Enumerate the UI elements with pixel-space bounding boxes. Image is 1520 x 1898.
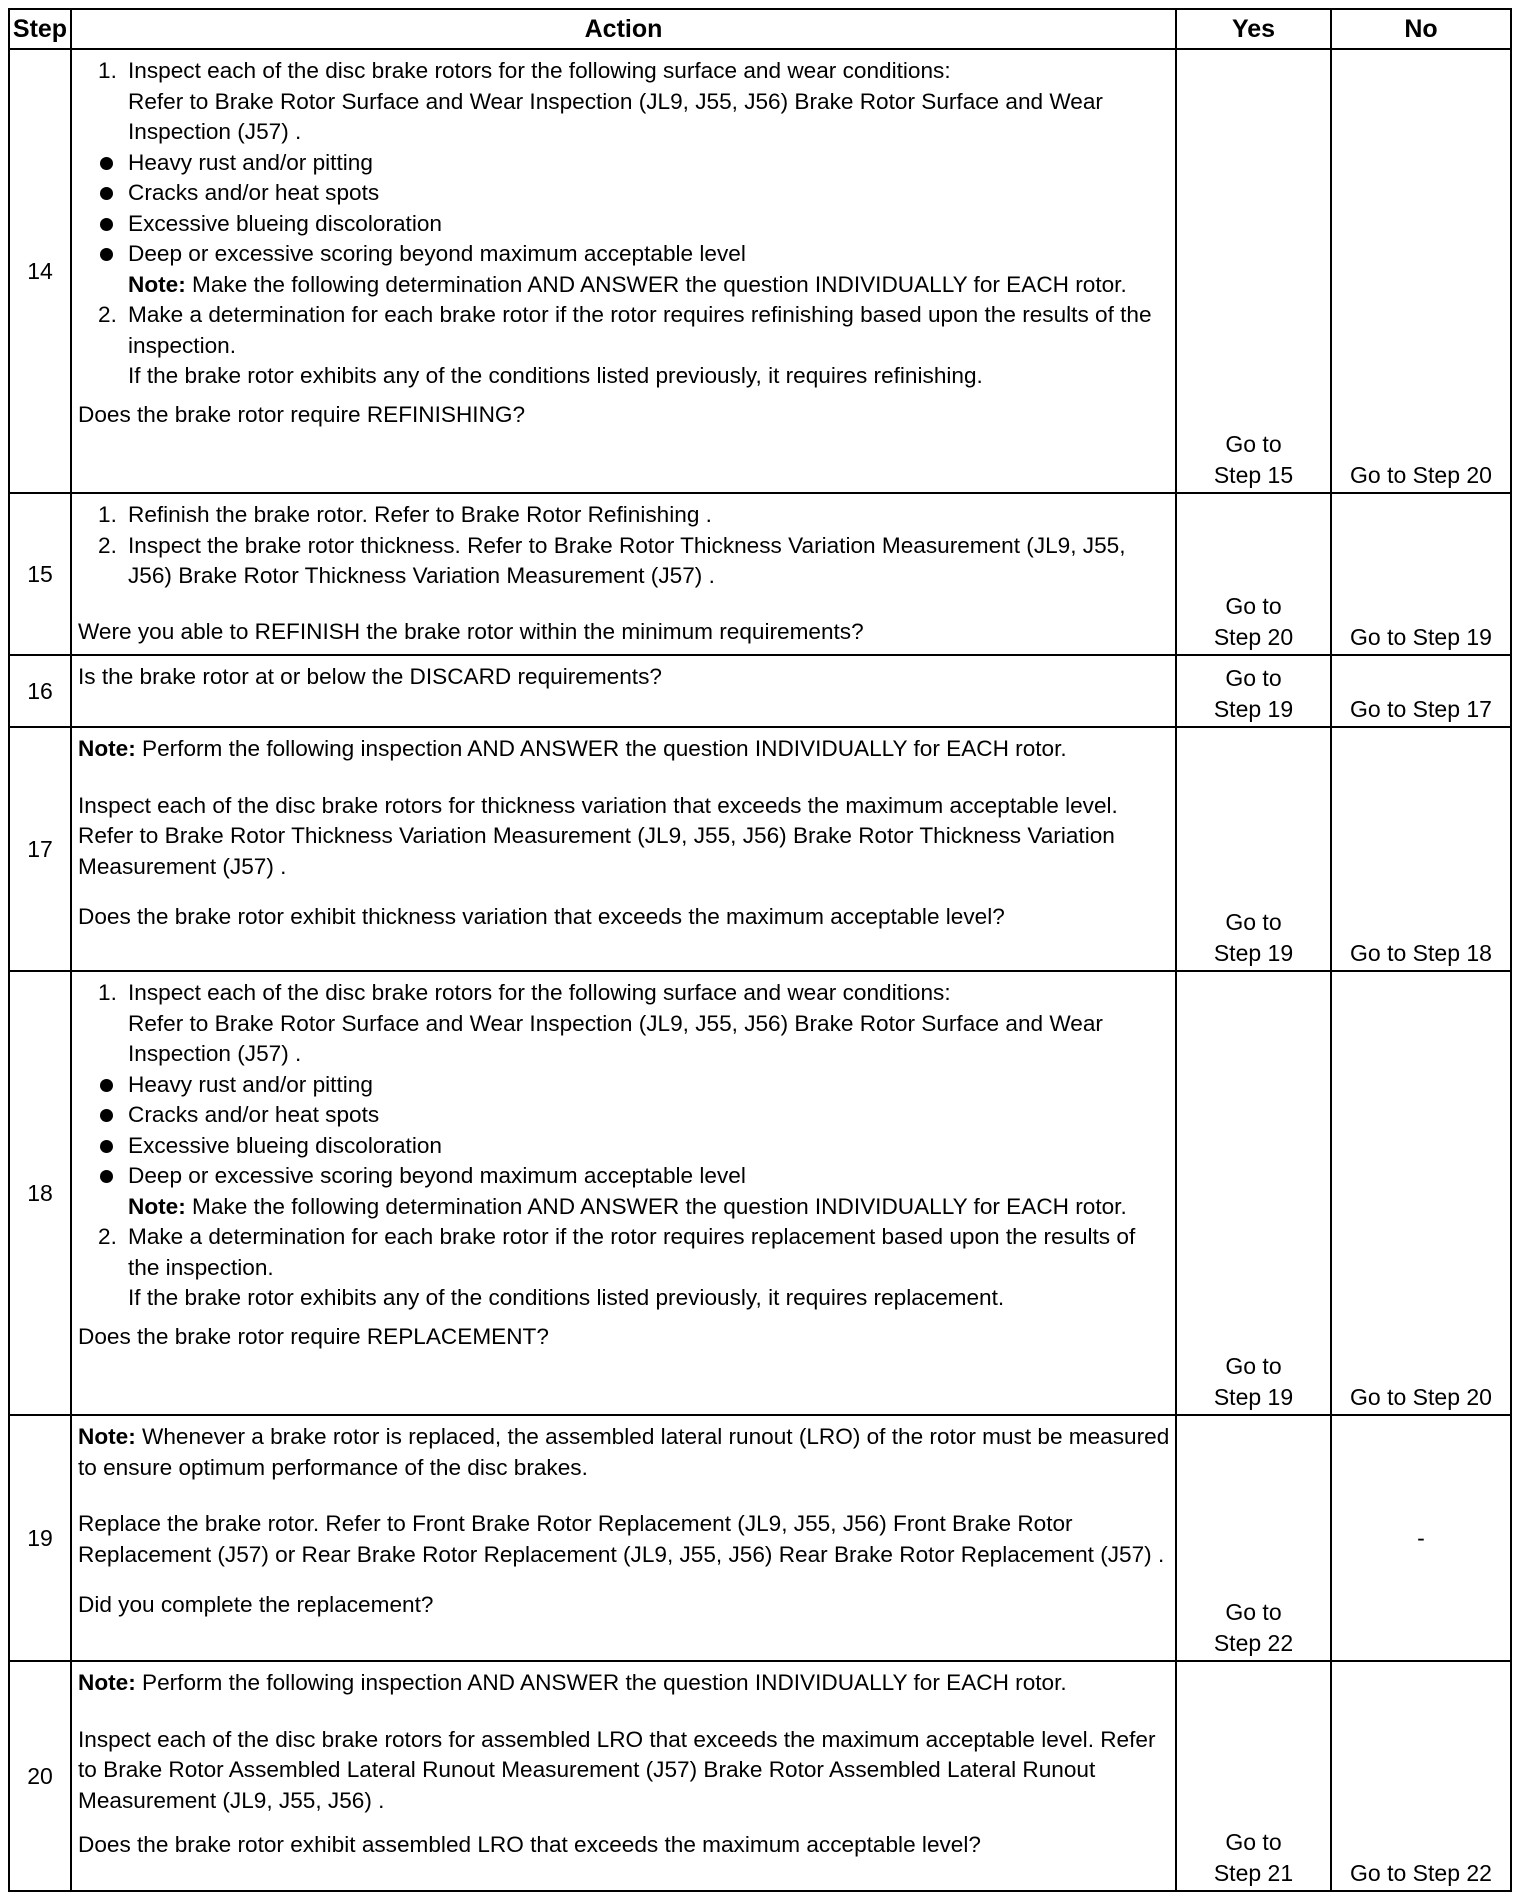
step-17-number: 17 (8, 726, 72, 972)
step-18-no: Go to Step 20 (1330, 970, 1512, 1416)
header-action: Action (70, 8, 1177, 50)
step-18-number: 18 (8, 970, 72, 1416)
step-19-number: 19 (8, 1414, 72, 1662)
step-16-number: 16 (8, 654, 72, 728)
step-17-yes: Go to Step 19 (1175, 726, 1332, 972)
step-15-number: 15 (8, 492, 72, 656)
step-20-number: 20 (8, 1660, 72, 1892)
header-yes: Yes (1175, 8, 1332, 50)
step-15-yes: Go to Step 20 (1175, 492, 1332, 656)
step-16-no: Go to Step 17 (1330, 654, 1512, 728)
step-18-action: 1. Inspect each of the disc brake rotors for the following surface and wear conditions: Refer to Brake Rotor Surface and Wear Inspection (JL9, J55, J56) Brake Rotor Surface and Wear Inspection (J57) . Heavy rust and/or pitting Cracks and/or heat spots Excessive blueing discoloration Deep or excessive scoring beyond maximum acceptable level Note: Make the following determination AND ANSWER the question INDIVIDUALLY for EACH rotor. 2. Make a determination for each brake rotor if the rotor requires replacement based upon the results of the inspection. If the brake rotor exhibits any of the conditions listed previously, it requires replacement. Does the brake rotor require REPLACEMENT? (70, 970, 1177, 1416)
step-16-action: Is the brake rotor at or below the DISCARD requirements? (70, 654, 1177, 728)
step-14-action: 1. Inspect each of the disc brake rotors for the following surface and wear conditions: Refer to Brake Rotor Surface and Wear Inspection (JL9, J55, J56) Brake Rotor Surface and Wear Inspection (J57) . Heavy rust and/or pitting Cracks and/or heat spots Excessive blueing discoloration Deep or excessive scoring beyond maximum acceptable level Note: Make the following determination AND ANSWER the question INDIVIDUALLY for EACH rotor. 2. Make a determination for each brake rotor if the rotor requires refinishing based upon the results of the inspection. If the brake rotor exhibits any of the conditions listed previously, it requires refinishing. Does the brake rotor require REFINISHING? (70, 48, 1177, 494)
step-20-no: Go to Step 22 (1330, 1660, 1512, 1892)
step-16-yes: Go to Step 19 (1175, 654, 1332, 728)
step-17-no: Go to Step 18 (1330, 726, 1512, 972)
step-14-yes: Go to Step 15 (1175, 48, 1332, 494)
step-14-no: Go to Step 20 (1330, 48, 1512, 494)
step-19-yes: Go to Step 22 (1175, 1414, 1332, 1662)
step-17-action: Note: Perform the following inspection AND ANSWER the question INDIVIDUALLY for EACH rotor. Inspect each of the disc brake rotors for thickness variation that exceeds the maximum acceptable level. Refer to Brake Rotor Thickness Variation Measurement (JL9, J55, J56) Brake Rotor Thickness Variation Measurement (J57) . Does the brake rotor exhibit thickness variation that exceeds the maximum acceptable level? (70, 726, 1177, 972)
step-15-action: 1. Refinish the brake rotor. Refer to Brake Rotor Refinishing . 2. Inspect the brake rotor thickness. Refer to Brake Rotor Thickness Variation Measurement (JL9, J55, J56) Brake Rotor Thickness Variation Measurement (J57) . Were you able to REFINISH the brake rotor within the minimum requirements? (70, 492, 1177, 656)
header-step: Step (8, 8, 72, 50)
step-18-yes: Go to Step 19 (1175, 970, 1332, 1416)
step-19-no: - (1330, 1414, 1512, 1662)
step-19-action: Note: Whenever a brake rotor is replaced, the assembled lateral runout (LRO) of the rotor must be measured to ensure optimum performance of the disc brakes. Replace the brake rotor. Refer to Front Brake Rotor Replacement (JL9, J55, J56) Front Brake Rotor Replacement (J57) or Rear Brake Rotor Replacement (JL9, J55, J56) Rear Brake Rotor Replacement (J57) . Did you complete the replacement? (70, 1414, 1177, 1662)
step-14-number: 14 (8, 48, 72, 494)
step-15-no: Go to Step 19 (1330, 492, 1512, 656)
header-no: No (1330, 8, 1512, 50)
step-20-yes: Go to Step 21 (1175, 1660, 1332, 1892)
step-20-action: Note: Perform the following inspection AND ANSWER the question INDIVIDUALLY for EACH rotor. Inspect each of the disc brake rotors for assembled LRO that exceeds the maximum acceptable level. Refer to Brake Rotor Assembled Lateral Runout Measurement (J57) Brake Rotor Assembled Lateral Runout Measurement (JL9, J55, J56) . Does the brake rotor exhibit assembled LRO that exceeds the maximum acceptable level? (70, 1660, 1177, 1892)
